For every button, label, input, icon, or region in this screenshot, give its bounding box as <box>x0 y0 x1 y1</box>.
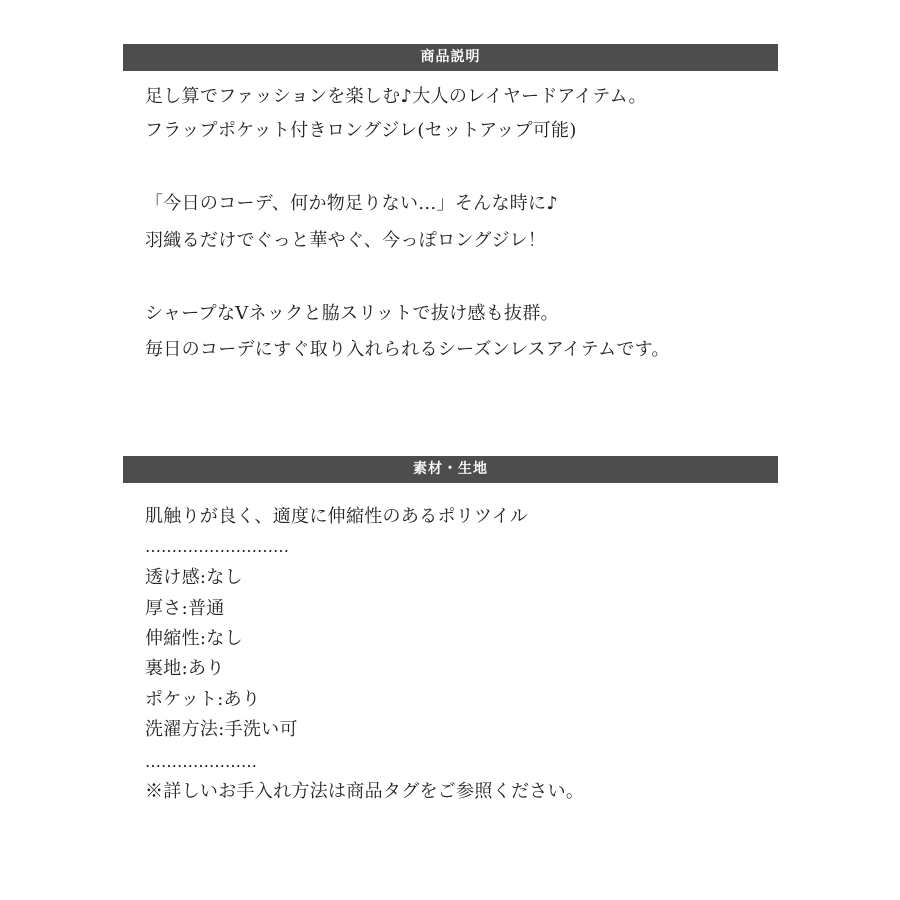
description-line: フラップポケット付きロングジレ(セットアップ可能) <box>145 120 577 141</box>
section-header-product-description: 商品説明 <box>123 44 778 71</box>
material-spec-pocket: ポケット:あり <box>145 689 261 710</box>
description-line: 羽織るだけでぐっと華やぐ、今っぽロングジレ！ <box>145 230 547 251</box>
description-line: 「今日のコーデ、何か物足りない…」そんな時に♪ <box>145 193 559 214</box>
material-spec-washing: 洗濯方法:手洗い可 <box>145 719 298 740</box>
care-note: ※詳しいお手入れ方法は商品タグをご参照ください。 <box>145 781 585 802</box>
material-spec-transparency: 透け感:なし <box>145 567 243 588</box>
material-spec-stretch: 伸縮性:なし <box>145 628 243 649</box>
description-line: 足し算でファッションを楽しむ♪大人のレイヤードアイテム。 <box>145 86 647 107</box>
divider-dots-top: ……………………… <box>145 537 289 556</box>
divider-dots-bottom: ………………… <box>145 752 257 771</box>
description-line: シャープなVネックと脇スリットで抜け感も抜群。 <box>145 303 559 324</box>
material-spec-thickness: 厚さ:普通 <box>145 598 225 619</box>
description-line: 毎日のコーデにすぐ取り入れられるシーズンレスアイテムです。 <box>145 339 670 360</box>
section-header-material: 素材・生地 <box>123 456 778 483</box>
material-spec-lining: 裏地:あり <box>145 658 225 679</box>
material-intro: 肌触りが良く、適度に伸縮性のあるポリツイル <box>145 506 529 527</box>
